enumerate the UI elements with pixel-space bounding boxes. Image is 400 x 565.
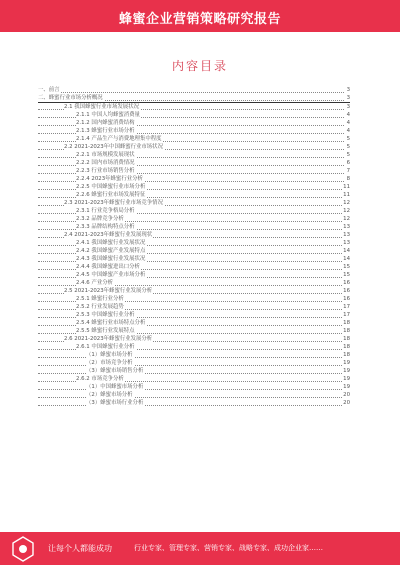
toc-entry-label: 2.4.5 中国蜂蜜产业市场分析 [76, 272, 146, 278]
toc-entry-label: 2.2.2 国内市场消费情况 [76, 160, 135, 166]
toc-entry-page: 15 [343, 272, 350, 278]
footer-slogan: 让每个人都能成功 [48, 544, 112, 553]
toc-entry-label: 2.2 2021-2023年中国蜂蜜行业市场状况 [64, 144, 163, 150]
toc-entry-label: 2.2.4 2023年蜂蜜行业分析 [76, 176, 143, 182]
header-bar [0, 0, 400, 32]
toc-entry[interactable] [38, 135, 350, 143]
toc-entry-label: 2.1.3 蜂蜜行业市场分析 [76, 128, 135, 134]
toc-entry-label: 2.4.3 我国蜂蜜行业发展状况 [76, 256, 146, 262]
toc-entry-page: 17 [343, 304, 350, 310]
toc-entry[interactable] [38, 311, 350, 319]
toc-entry-label: 2.3 2021-2023年蜂蜜行业市场竞争情况 [64, 200, 163, 206]
toc-entry-label: 2.1.1 中国人均蜂蜜消费量 [76, 112, 140, 118]
toc-entry[interactable] [38, 199, 350, 207]
logo-icon [8, 534, 38, 564]
toc-entry[interactable] [38, 175, 350, 183]
toc-entry[interactable] [38, 263, 350, 271]
toc-entry-label: （3）蜂蜜市场行业分析 [86, 400, 144, 406]
toc-entry-label: 一、前言 [38, 87, 60, 93]
toc-entry[interactable] [38, 103, 350, 111]
toc-entry-label: （2）蜂蜜市场分析 [86, 392, 133, 398]
toc-entry[interactable] [38, 191, 350, 199]
toc-entry-page: 12 [343, 216, 350, 222]
toc-entry-page: 16 [343, 288, 350, 294]
toc-entry-label: 2.4.6 产业分析 [76, 280, 113, 286]
toc-entry-page: 3 [346, 87, 350, 93]
footer-experts: 行业专家、管理专家、营销专家、战略专家、成功企业家…… [134, 544, 323, 552]
toc-entry[interactable] [38, 271, 350, 279]
toc-entry-page: 12 [343, 200, 350, 206]
toc-entry-label: 2.5 2021-2023年蜂蜜行业发展分析 [64, 288, 153, 294]
toc-entry[interactable] [38, 255, 350, 263]
toc-entry-page: 11 [343, 184, 350, 190]
toc-entry-label: 2.2.5 中国蜂蜜行业市场分析 [76, 184, 146, 190]
toc-entry[interactable] [38, 391, 350, 399]
toc-leader-dots [38, 365, 344, 366]
toc-entry[interactable] [38, 151, 350, 159]
toc-entry-page: 16 [343, 296, 350, 302]
toc-entry-page: 17 [343, 312, 350, 318]
toc-leader-dots [38, 357, 344, 358]
toc-leader-dots [38, 397, 344, 398]
toc-entry[interactable] [38, 183, 350, 191]
toc-entry[interactable] [38, 127, 350, 135]
toc-entry-label: 2.6.2 市场竞争分析 [76, 376, 124, 382]
toc-entry-label: 2.4.2 我国蜂蜜产业发展特点 [76, 248, 146, 254]
toc-entry-page: 5 [346, 152, 350, 158]
toc-entry-label: 2.5.1 蜂蜜行业分析 [76, 296, 124, 302]
toc-entry-page: 19 [343, 376, 350, 382]
toc-entry[interactable] [38, 159, 350, 167]
toc-entry-page: 3 [346, 104, 350, 110]
toc-leader-dots [38, 405, 344, 406]
toc-entry-page: 15 [343, 264, 350, 270]
toc-entry-label: 2.6.1 中国蜂蜜行业分析 [76, 344, 135, 350]
toc-entry[interactable] [38, 247, 350, 255]
toc-entry-page: 8 [346, 176, 350, 182]
toc-entry[interactable] [38, 319, 350, 327]
toc-entry-page: 13 [343, 240, 350, 246]
toc-leader-dots [38, 92, 344, 93]
toc-entry[interactable] [38, 86, 350, 94]
toc-entry-label: 2.2.3 行业市场销售分析 [76, 168, 135, 174]
toc-entry-label: 2.2.1 市场规模发展现状 [76, 152, 135, 158]
toc-entry[interactable] [38, 223, 350, 231]
toc-entry[interactable] [38, 335, 350, 343]
toc-entry[interactable] [38, 167, 350, 175]
toc-entry-page: 4 [346, 112, 350, 118]
toc-entry-label: （1）中国蜂蜜市场分析 [86, 384, 144, 390]
toc-entry-label: 二、蜂蜜行业市场分析概况 [38, 95, 103, 101]
toc-entry-label: 2.5.5 蜂蜜行业发展特点 [76, 328, 135, 334]
toc-entry[interactable] [38, 143, 350, 151]
toc-entry[interactable] [38, 383, 350, 391]
toc-entry-page: 18 [343, 344, 350, 350]
toc-entry-page: 16 [343, 280, 350, 286]
toc-entry-page: 14 [343, 256, 350, 262]
toc-entry-page: 11 [343, 192, 350, 198]
toc-entry-page: 14 [343, 248, 350, 254]
toc-entry-label: 2.3.3 品牌结构特点分析 [76, 224, 135, 230]
table-of-contents [38, 86, 350, 407]
toc-entry-page: 20 [343, 400, 350, 406]
toc-entry-label: 2.5.3 中国蜂蜜行业分析 [76, 312, 135, 318]
toc-entry-label: 2.5.2 行业发展趋势 [76, 304, 124, 310]
toc-entry-label: 2.3.2 品牌竞争分析 [76, 216, 124, 222]
toc-entry[interactable] [38, 399, 350, 407]
toc-entry[interactable] [38, 375, 350, 383]
toc-entry-page: 18 [343, 352, 350, 358]
toc-entry-page: 18 [343, 328, 350, 334]
toc-leader-dots [38, 373, 344, 374]
toc-entry-label: 2.5.4 蜂蜜行业市场特点分析 [76, 320, 146, 326]
toc-entry[interactable] [38, 351, 350, 359]
toc-entry[interactable] [38, 343, 350, 351]
toc-entry-page: 5 [346, 136, 350, 142]
toc-entry-label: 2.1.4 产品生产与消费地理集中程度 [76, 136, 162, 142]
toc-entry[interactable] [38, 111, 350, 119]
toc-entry-label: 2.4.4 我国蜂蜜进出口分析 [76, 264, 140, 270]
toc-entry-page: 18 [343, 336, 350, 342]
report-title: 蜂蜜企业营销策略研究报告 [118, 12, 281, 27]
toc-entry-label: 2.4.1 我国蜂蜜行业发展状况 [76, 240, 146, 246]
toc-heading: 内容目录 [171, 59, 228, 73]
toc-entry-label: 2.4 2021-2023年蜂蜜行业发展现状 [64, 232, 153, 238]
toc-entry[interactable] [38, 327, 350, 335]
toc-entry-label: （3）蜂蜜市场销售分析 [86, 368, 144, 374]
toc-entry-label: 2.1.2 国内蜂蜜消费结构 [76, 120, 135, 126]
toc-entry-page: 4 [346, 128, 350, 134]
toc-entry-page: 3 [346, 95, 350, 101]
toc-entry-page: 6 [346, 160, 350, 166]
toc-entry-label: 2.3.1 行业竞争格局分析 [76, 208, 135, 214]
toc-entry-page: 19 [343, 360, 350, 366]
toc-entry-page: 18 [343, 320, 350, 326]
toc-entry[interactable] [38, 207, 350, 215]
footer-bar [0, 532, 400, 565]
toc-entry-page: 19 [343, 384, 350, 390]
toc-entry[interactable] [38, 215, 350, 223]
toc-entry-page: 5 [346, 144, 350, 150]
toc-entry[interactable] [38, 239, 350, 247]
toc-entry-page: 4 [346, 120, 350, 126]
toc-entry-label: （2）市场竞争分析 [86, 360, 133, 366]
toc-entry[interactable] [38, 94, 350, 103]
toc-entry-page: 20 [343, 392, 350, 398]
toc-entry[interactable] [38, 279, 350, 287]
toc-entry-label: （1）蜂蜜市场分析 [86, 352, 133, 358]
toc-entry-label: 2.1 我国蜂蜜行业市场发展状况 [64, 104, 139, 110]
toc-entry-page: 13 [343, 232, 350, 238]
toc-leader-dots [38, 389, 344, 390]
toc-entry-label: 2.2.6 蜂蜜行业市场发展特征 [76, 192, 146, 198]
toc-entry[interactable] [38, 119, 350, 127]
toc-entry[interactable] [38, 287, 350, 295]
toc-entry-page: 7 [346, 168, 350, 174]
toc-entry-label: 2.6 2021-2023年蜂蜜行业发展分析 [64, 336, 153, 342]
toc-entry[interactable] [38, 303, 350, 311]
toc-entry-page: 12 [343, 208, 350, 214]
toc-entry[interactable] [38, 295, 350, 303]
toc-entry[interactable] [38, 231, 350, 239]
toc-entry-page: 19 [343, 368, 350, 374]
toc-entry-page: 13 [343, 224, 350, 230]
toc-entry[interactable] [38, 359, 350, 367]
toc-entry[interactable] [38, 367, 350, 375]
